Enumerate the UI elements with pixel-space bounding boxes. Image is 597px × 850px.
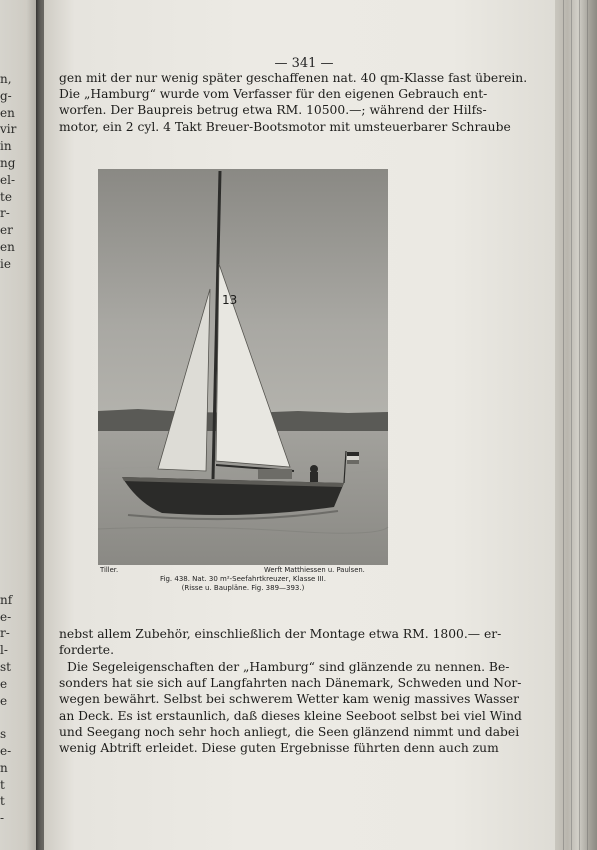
- text-line: motor, ein 2 cyl. 4 Takt Breuer-Bootsmotor mit umsteuerbarer Schraube: [59, 119, 511, 134]
- text-line: forderte.: [59, 643, 114, 658]
- photo-credit-left: Tiller.: [100, 566, 119, 574]
- paragraph-2: [59, 626, 502, 658]
- text-line: Die „Hamburg“ wurde vom Verfasser für den eigenen Gebrauch ent-: [59, 87, 488, 102]
- left-page-text-fragment: el-: [0, 172, 15, 187]
- left-page-text-fragment: in: [0, 139, 12, 154]
- text-line: wegen bewährt. Selbst bei schwerem Wetter kam wenig massives Wasser: [59, 692, 519, 707]
- text-line: nebst allem Zubehör, einschließlich der Montage etwa RM. 1800.— er-: [59, 627, 502, 641]
- left-page-text-fragment: g-: [0, 88, 12, 103]
- left-page-text-fragment: e-: [0, 744, 12, 758]
- sail-number: 13: [222, 293, 238, 307]
- left-page-text-fragment: er: [0, 223, 13, 238]
- left-page-text-fragment: r-: [0, 626, 10, 641]
- text-line: gen mit der nur wenig später geschaffenen nat. 40 qm-Klasse fast überein.: [59, 71, 528, 85]
- text-line: wenig Abtrift erleidet. Diese guten Ergebnisse führten denn auch zum: [59, 740, 499, 755]
- page-number: — 341 —: [274, 56, 334, 71]
- left-page-text-fragment: e: [0, 676, 8, 691]
- left-page-text-fragment: ie: [0, 256, 11, 271]
- paragraph-1: [59, 70, 528, 135]
- left-page-text-fragment: nf: [0, 592, 13, 607]
- left-page-text-fragment: en: [0, 105, 15, 120]
- photo-credit-right: Werft Matthiessen u. Paulsen.: [264, 566, 365, 574]
- text-line: und Seegang noch sehr hoch anliegt, die Seen glänzend nimmt und dabei: [59, 724, 520, 739]
- helmsman: [310, 465, 318, 473]
- left-page-text-fragment: n: [0, 760, 8, 775]
- text-line: an Deck. Es ist erstaunlich, daß dieses kleine Seeboot selbst bei viel Wind: [59, 708, 522, 723]
- left-page-text-fragment: t: [0, 777, 5, 792]
- text-line: worfen. Der Baupreis betrug etwa RM. 10500.—; während der Hilfs-: [59, 103, 487, 118]
- left-page-text-fragment: st: [0, 660, 11, 674]
- figure-caption: [98, 575, 388, 593]
- stacked-page-edges: [555, 0, 597, 850]
- left-page-text-fragment: s: [0, 727, 7, 742]
- left-page-text-fragment: t: [0, 794, 5, 809]
- left-page-text-fragment: vir: [0, 122, 17, 137]
- left-page-text-fragment: -: [0, 811, 5, 826]
- left-page-text-fragment: te: [0, 189, 12, 204]
- left-page-text-fragment: l-: [0, 643, 8, 658]
- caption-line: Fig. 438. Nat. 30 m²-Seefahrtkreuzer, Klasse III.: [160, 575, 326, 583]
- flag: [347, 452, 359, 456]
- cabin: [258, 469, 292, 479]
- caption-line: (Risse u. Baupläne. Fig. 389—393.): [181, 584, 305, 592]
- left-page-text-fragment: en: [0, 240, 15, 254]
- text-line: sonders hat sie sich auf Langfahrten nach Dänemark, Schweden und Nor-: [59, 676, 522, 691]
- sailboat-photo: [98, 169, 388, 565]
- left-page-text-fragment: e: [0, 693, 8, 708]
- left-page-text-fragment: r-: [0, 206, 10, 221]
- left-page-text-fragment: ng: [0, 156, 16, 170]
- left-page-text-fragment: e-: [0, 609, 12, 624]
- left-page-text-fragment: n,: [0, 72, 12, 86]
- paragraph-3: [59, 659, 522, 756]
- sailboat-illustration: [98, 169, 388, 565]
- text-line: Die Segeleigenschaften der „Hamburg“ sind glänzende zu nennen. Be-: [67, 660, 510, 674]
- right-page: [44, 0, 555, 850]
